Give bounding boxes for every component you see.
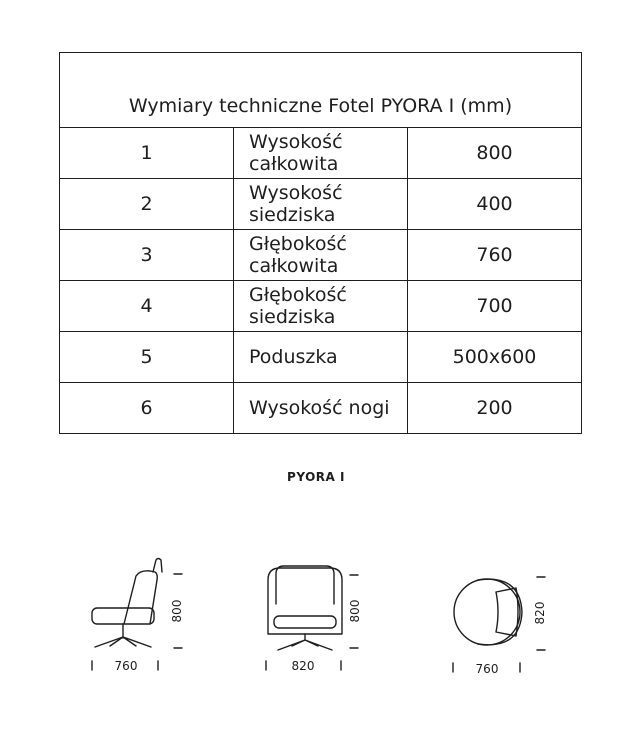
row-label: Wysokość całkowita xyxy=(234,128,408,179)
top-depth-label: 760 xyxy=(475,662,499,676)
table-title: Wymiary techniczne Fotel PYORA I (mm) xyxy=(60,53,582,128)
front-base xyxy=(278,640,332,650)
top-back-arc xyxy=(478,579,522,645)
front-backrest-cushion xyxy=(276,566,334,604)
front-width-label: 820 xyxy=(291,659,315,673)
row-value: 800 xyxy=(408,128,582,179)
front-height-label: 800 xyxy=(348,599,362,623)
row-number: 5 xyxy=(60,332,234,383)
row-value: 400 xyxy=(408,179,582,230)
table-row xyxy=(60,128,582,179)
figure-title: PYORA I xyxy=(287,470,345,484)
dimensions-table xyxy=(59,52,582,434)
row-value: 760 xyxy=(408,230,582,281)
row-number: 1 xyxy=(60,128,234,179)
side-view-drawing xyxy=(92,559,182,671)
side-depth-label: 760 xyxy=(114,659,138,673)
row-value: 200 xyxy=(408,383,582,434)
table-row xyxy=(60,281,582,332)
side-seat xyxy=(92,608,154,624)
technical-drawing xyxy=(0,540,632,690)
front-chair-body xyxy=(268,568,342,634)
row-number: 6 xyxy=(60,383,234,434)
row-value: 500x600 xyxy=(408,332,582,383)
table-title-row xyxy=(60,53,582,128)
front-seat-cushion xyxy=(274,616,336,628)
row-label: Głębokość siedziska xyxy=(234,281,408,332)
side-headrest xyxy=(153,559,162,573)
row-label: Wysokość siedziska xyxy=(234,179,408,230)
row-label: Wysokość nogi xyxy=(234,383,408,434)
row-label: Poduszka xyxy=(234,332,408,383)
table-row xyxy=(60,332,582,383)
front-view-drawing xyxy=(266,566,358,670)
side-backrest xyxy=(124,571,157,624)
side-height-label: 800 xyxy=(170,599,184,623)
row-number: 2 xyxy=(60,179,234,230)
table-row xyxy=(60,179,582,230)
row-label: Głębokość całkowita xyxy=(234,230,408,281)
top-width-label: 820 xyxy=(533,601,547,625)
table-row xyxy=(60,383,582,434)
row-value: 700 xyxy=(408,281,582,332)
row-number: 3 xyxy=(60,230,234,281)
row-number: 4 xyxy=(60,281,234,332)
table-row xyxy=(60,230,582,281)
top-view-drawing xyxy=(453,577,545,672)
